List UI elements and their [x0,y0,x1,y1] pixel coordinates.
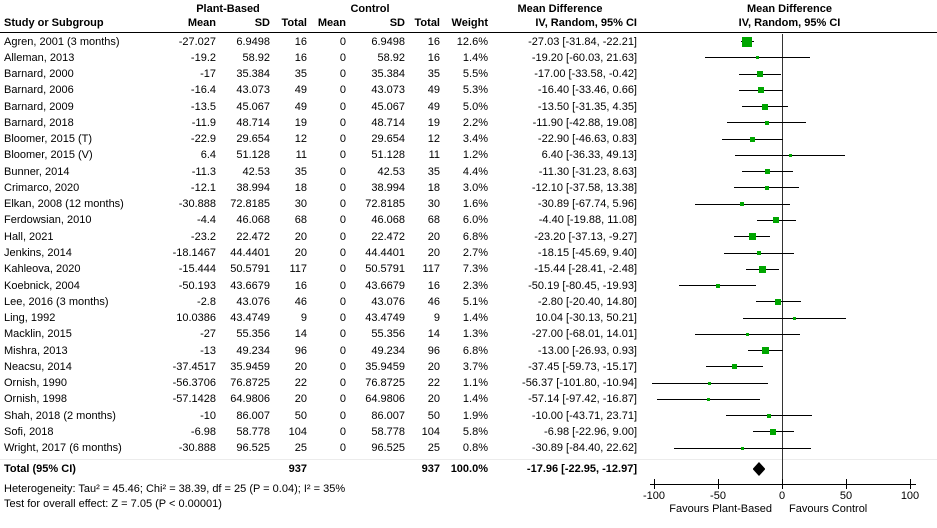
overall-effect-text: Test for overall effect: Z = 7.05 (P < 0.00001) [4,498,222,510]
col-total-c: Total [414,17,440,29]
study-cell: 68 [427,214,440,227]
study-name: Alleman, 2013 [4,51,75,64]
study-cell: 5.8% [462,425,488,438]
study-cell: 3.7% [462,360,488,373]
study-cell: 16 [294,51,307,64]
study-cell: 48.714 [236,116,270,129]
study-cell: 46.068 [236,214,270,227]
study-cell: 18 [427,181,440,194]
study-cell: 43.073 [236,84,270,97]
study-cell: 49 [294,100,307,113]
study-cell: 0 [339,165,346,178]
axis-tick-label: -50 [710,490,726,502]
study-cell: -50.19 [-80.45, -19.93] [528,279,637,292]
study-cell: 58.92 [377,51,405,64]
study-cell: 9 [433,312,440,325]
study-cell: 43.076 [236,295,270,308]
study-cell: 16 [294,35,307,48]
study-cell: 18 [294,181,307,194]
study-name: Ferdowsian, 2010 [4,214,92,227]
study-cell: 0 [339,133,346,146]
study-cell: 38.994 [371,181,405,194]
study-cell: 6.8% [462,344,488,357]
study-cell: 0 [339,198,346,211]
study-cell: -13.50 [-31.35, 4.35] [537,100,637,113]
col-weight: Weight [451,17,488,29]
study-cell: 16 [427,51,440,64]
effect-square [746,333,749,336]
study-name: Barnard, 2006 [4,84,74,97]
study-cell: -27.00 [-68.01, 14.01] [531,328,637,341]
study-cell: -22.90 [-46.63, 0.83] [537,133,637,146]
study-cell: -30.888 [178,198,216,211]
study-cell: 50 [427,409,440,422]
study-cell: -23.2 [190,230,216,243]
study-name: Ornish, 1990 [4,377,67,390]
study-name: Agren, 2001 (3 months) [4,35,120,48]
study-cell: 43.073 [371,84,405,97]
effect-square [716,284,720,288]
study-cell: 20 [294,393,307,406]
effect-square [732,364,737,369]
total-n-c: 937 [421,463,440,475]
study-name: Koebnick, 2004 [4,279,80,292]
effect-square [759,266,766,273]
study-cell: -57.14 [-97.42, -16.87] [528,393,637,406]
study-cell: -50.193 [178,279,216,292]
study-cell: 16 [427,35,440,48]
study-cell: 46.068 [371,214,405,227]
study-cell: 96 [427,344,440,357]
axis-tick [782,479,783,489]
study-cell: 49.234 [236,344,270,357]
study-cell: 6.0% [462,214,488,227]
heterogeneity-text: Heterogeneity: Tau² = 45.46; Chi² = 38.39, df = 25 (P = 0.04); I² = 35% [4,483,346,495]
study-cell: 30 [294,198,307,211]
plot-title: Mean Difference [747,3,832,15]
study-cell: 16 [294,279,307,292]
study-cell: 0 [339,312,346,325]
group-header-control: Control [350,3,390,15]
study-cell: 12 [427,133,440,146]
study-cell: 6.40 [-36.33, 49.13] [541,149,637,162]
study-cell: -56.3706 [172,377,216,390]
study-cell: -16.4 [190,84,216,97]
effect-square [765,169,770,174]
study-name: Sofi, 2018 [4,425,54,438]
effect-square [758,87,764,93]
study-cell: 35.384 [236,68,270,81]
effect-square [750,137,755,142]
study-cell: 35.384 [371,68,405,81]
study-cell: -23.20 [-37.13, -9.27] [534,230,637,243]
study-cell: 0 [339,279,346,292]
study-cell: 29.654 [236,133,270,146]
study-cell: 49.234 [371,344,405,357]
study-cell: -37.45 [-59.73, -15.17] [528,360,637,373]
study-cell: 68 [294,214,307,227]
study-cell: -4.4 [197,214,216,227]
study-cell: 46 [427,295,440,308]
study-cell: 12.6% [456,35,488,48]
effect-square [789,154,792,157]
study-cell: 0 [339,181,346,194]
study-cell: 50 [294,409,307,422]
study-cell: 35 [294,68,307,81]
study-cell: 20 [427,393,440,406]
study-cell: -10.00 [-43.71, 23.71] [531,409,637,422]
study-cell: -6.98 [-22.96, 9.00] [544,425,637,438]
study-cell: 0 [339,68,346,81]
study-cell: -4.40 [-19.88, 11.08] [538,214,637,227]
effect-square [775,299,781,305]
study-cell: -27.027 [178,35,216,48]
study-name: Barnard, 2018 [4,116,74,129]
study-cell: 25 [294,442,307,455]
study-cell: 104 [288,425,307,438]
study-cell: -30.888 [178,442,216,455]
study-cell: 49 [427,100,440,113]
study-cell: 96.525 [371,442,405,455]
study-cell: -17 [200,68,216,81]
study-cell: 4.4% [462,165,488,178]
study-cell: -13 [200,344,216,357]
study-cell: 22 [294,377,307,390]
effect-square [773,217,779,223]
study-cell: -19.20 [-60.03, 21.63] [531,51,637,64]
study-cell: 0 [339,393,346,406]
study-cell: 0 [339,377,346,390]
study-cell: 96.525 [236,442,270,455]
study-cell: 1.1% [462,377,488,390]
study-cell: 58.92 [242,51,270,64]
axis-tick-label: -100 [642,490,666,502]
study-cell: 1.3% [462,328,488,341]
study-cell: -13.5 [190,100,216,113]
study-cell: 0 [339,51,346,64]
study-cell: 1.4% [462,393,488,406]
study-cell: 51.128 [371,149,405,162]
study-cell: 19 [294,116,307,129]
study-cell: 1.4% [462,51,488,64]
study-cell: 0 [339,230,346,243]
study-name: Kahleova, 2020 [4,263,81,276]
axis-tick [654,479,655,489]
favours-left-label: Favours Plant-Based [669,503,772,515]
study-cell: 29.654 [371,133,405,146]
study-cell: 58.778 [371,425,405,438]
study-cell: 0 [339,425,346,438]
study-cell: 86.007 [371,409,405,422]
axis-tick [718,479,719,489]
plot-subtitle: IV, Random, 95% CI [738,17,841,29]
study-cell: -13.00 [-26.93, 0.93] [537,344,637,357]
study-cell: 55.356 [371,328,405,341]
effect-square [793,317,796,320]
study-cell: 0 [339,360,346,373]
study-cell: 6.4 [200,149,216,162]
study-cell: 22.472 [236,230,270,243]
study-cell: 51.128 [236,149,270,162]
study-name: Elkan, 2008 (12 months) [4,198,124,211]
study-cell: 117 [422,263,440,276]
study-name: Bloomer, 2015 (T) [4,133,93,146]
study-cell: -11.30 [-31.23, 8.63] [538,165,637,178]
col-md-ci: IV, Random, 95% CI [535,17,637,29]
study-cell: 1.6% [462,198,488,211]
effect-square [762,347,769,354]
study-cell: 10.04 [-30.13, 50.21] [535,312,637,325]
study-cell: 22 [427,377,440,390]
study-name: Barnard, 2000 [4,68,74,81]
study-cell: 14 [294,328,307,341]
study-cell: 5.0% [462,100,488,113]
study-cell: 10.0386 [176,312,216,325]
study-cell: 0 [339,295,346,308]
study-cell: 5.3% [462,84,488,97]
study-name: Ling, 1992 [4,312,56,325]
effect-square [765,121,769,125]
study-cell: 20 [294,247,307,259]
study-name: Lee, 2016 (3 months) [4,295,109,308]
study-cell: 64.9806 [230,393,270,406]
md-column-title: Mean Difference [517,3,603,15]
study-cell: 58.778 [236,425,270,438]
study-name: Bunner, 2014 [4,165,70,178]
study-cell: 117 [289,263,307,276]
study-cell: 50.5791 [230,263,270,276]
study-cell: 6.9498 [371,35,405,48]
study-cell: 1.2% [462,149,488,162]
col-study: Study or Subgroup [4,17,104,29]
study-cell: 38.994 [236,181,270,194]
favours-right-label: Favours Control [789,503,868,515]
study-cell: 86.007 [236,409,270,422]
study-cell: 0 [339,35,346,48]
x-axis [650,484,916,485]
study-cell: 45.067 [236,100,270,113]
study-cell: -2.80 [-20.40, 14.80] [537,295,637,308]
study-cell: 42.53 [377,165,405,178]
study-cell: 2.7% [462,247,488,259]
study-name: Macklin, 2015 [4,328,72,341]
col-mean-pb: Mean [187,17,216,29]
study-name: Mishra, 2013 [4,344,68,357]
study-cell: 43.4749 [365,312,405,325]
study-cell: 43.6679 [230,279,270,292]
study-cell: -37.4517 [172,360,216,373]
study-cell: 43.076 [371,295,405,308]
study-cell: -11.3 [191,165,216,178]
effect-square [767,414,771,418]
effect-square [762,104,768,110]
effect-square [742,37,752,47]
study-cell: -56.37 [-101.80, -10.94] [522,377,637,390]
total-weight: 100.0% [450,463,488,475]
study-cell: 104 [421,425,440,438]
study-cell: 0.8% [462,442,488,455]
study-cell: 9 [300,312,307,325]
study-cell: 2.3% [462,279,488,292]
study-cell: 43.6679 [365,279,405,292]
study-cell: 76.8725 [230,377,270,390]
study-cell: 0 [339,100,346,113]
study-cell: 5.5% [462,68,488,81]
study-cell: 19 [427,116,440,129]
study-cell: 49 [294,84,307,97]
study-name: Ornish, 1998 [4,393,67,406]
col-sd-pb: SD [254,17,270,29]
study-cell: 16 [427,279,440,292]
study-cell: 20 [427,360,440,373]
study-cell: 72.8185 [365,198,405,211]
study-cell: 72.8185 [230,198,270,211]
total-n-pb: 937 [288,463,307,475]
study-cell: 20 [427,230,440,243]
study-cell: 55.356 [236,328,270,341]
study-cell: 49 [427,84,440,97]
study-cell: 7.3% [462,263,488,276]
study-cell: -27.03 [-31.84, -22.21] [528,35,637,48]
study-cell: 0 [339,409,346,422]
col-total-pb: Total [281,17,307,29]
study-cell: 35.9459 [230,360,270,373]
study-cell: 35 [427,68,440,81]
effect-square [740,202,744,206]
study-cell: -15.444 [178,263,216,276]
study-cell: -12.1 [190,181,216,194]
col-sd-c: SD [389,17,405,29]
study-cell: 44.4401 [365,247,405,259]
study-name: Barnard, 2009 [4,100,74,113]
study-cell: 35 [294,165,307,178]
study-cell: -12.10 [-37.58, 13.38] [531,181,637,194]
study-cell: -6.98 [190,425,216,438]
study-cell: -22.9 [190,133,216,146]
study-name: Bloomer, 2015 (V) [4,149,93,162]
study-cell: -19.2 [190,51,216,64]
study-cell: 45.067 [371,100,405,113]
study-name: Wright, 2017 (6 months) [4,442,122,455]
study-cell: 0 [339,214,346,227]
study-cell: 0 [339,116,346,129]
study-cell: 46 [294,295,307,308]
effect-square [708,382,711,385]
study-cell: 0 [339,149,346,162]
study-cell: 76.8725 [365,377,405,390]
study-cell: 50.5791 [365,263,405,276]
study-cell: 0 [339,247,346,259]
study-cell: 11 [295,149,307,162]
study-cell: 43.4749 [230,312,270,325]
study-cell: 11 [428,149,440,162]
axis-tick [910,479,911,489]
study-cell: 96 [294,344,307,357]
axis-tick-label: 100 [900,490,920,502]
zero-line [782,34,783,484]
study-cell: 20 [294,360,307,373]
study-name: Crimarco, 2020 [4,181,80,194]
study-cell: 3.0% [462,181,488,194]
study-cell: -30.89 [-67.74, 5.96] [537,198,637,211]
study-cell: 3.4% [462,133,488,146]
group-header-plant-based: Plant-Based [196,3,260,15]
study-cell: -18.1467 [172,247,216,259]
study-cell: -17.00 [-33.58, -0.42] [534,68,637,81]
study-cell: 0 [339,344,346,357]
study-cell: 12 [294,133,307,146]
study-cell: 0 [339,84,346,97]
study-cell: 42.53 [242,165,270,178]
study-cell: 30 [427,198,440,211]
study-cell: 1.4% [462,312,488,325]
col-mean-c: Mean [317,17,346,29]
axis-tick-label: 50 [839,490,853,502]
effect-square [756,56,759,59]
axis-tick [846,479,847,489]
study-cell: 35.9459 [365,360,405,373]
effect-square [757,251,761,255]
study-cell: 5.1% [462,295,488,308]
axis-tick-label: 0 [778,490,786,502]
study-cell: -11.9 [191,116,216,129]
study-cell: 1.9% [462,409,488,422]
effect-square [770,429,776,435]
study-cell: -16.40 [-33.46, 0.66] [537,84,637,97]
study-cell: 20 [294,230,307,243]
study-cell: -57.1428 [172,393,216,406]
total-md-ci: -17.96 [-22.95, -12.97] [526,463,637,475]
effect-square [741,447,744,450]
study-name: Shah, 2018 (2 months) [4,409,116,422]
summary-diamond [753,462,766,476]
study-cell: 64.9806 [365,393,405,406]
study-cell: 0 [339,328,346,341]
study-name: Jenkins, 2014 [4,247,72,259]
study-cell: 0 [339,442,346,455]
study-cell: 35 [427,165,440,178]
study-cell: 6.8% [462,230,488,243]
study-cell: -15.44 [-28.41, -2.48] [534,263,637,276]
study-cell: -30.89 [-84.40, 22.62] [531,442,637,455]
effect-square [765,186,769,190]
study-cell: -11.90 [-42.88, 19.08] [532,116,637,129]
study-cell: -10 [200,409,216,422]
study-cell: -27 [200,328,216,341]
study-name: Hall, 2021 [4,230,54,243]
study-cell: -18.15 [-45.69, 9.40] [537,247,637,259]
study-cell: 6.9498 [236,35,270,48]
study-cell: 48.714 [371,116,405,129]
study-cell: 25 [427,442,440,455]
study-cell: 44.4401 [230,247,270,259]
effect-square [707,398,710,401]
total-label: Total (95% CI) [4,463,76,475]
study-cell: 14 [427,328,440,341]
study-cell: 22.472 [371,230,405,243]
study-cell: 0 [339,263,346,276]
study-name: Neacsu, 2014 [4,360,72,373]
effect-square [757,71,763,77]
study-cell: 20 [427,247,440,259]
effect-square [749,233,756,240]
study-cell: -2.8 [197,295,216,308]
study-cell: 2.2% [462,116,488,129]
